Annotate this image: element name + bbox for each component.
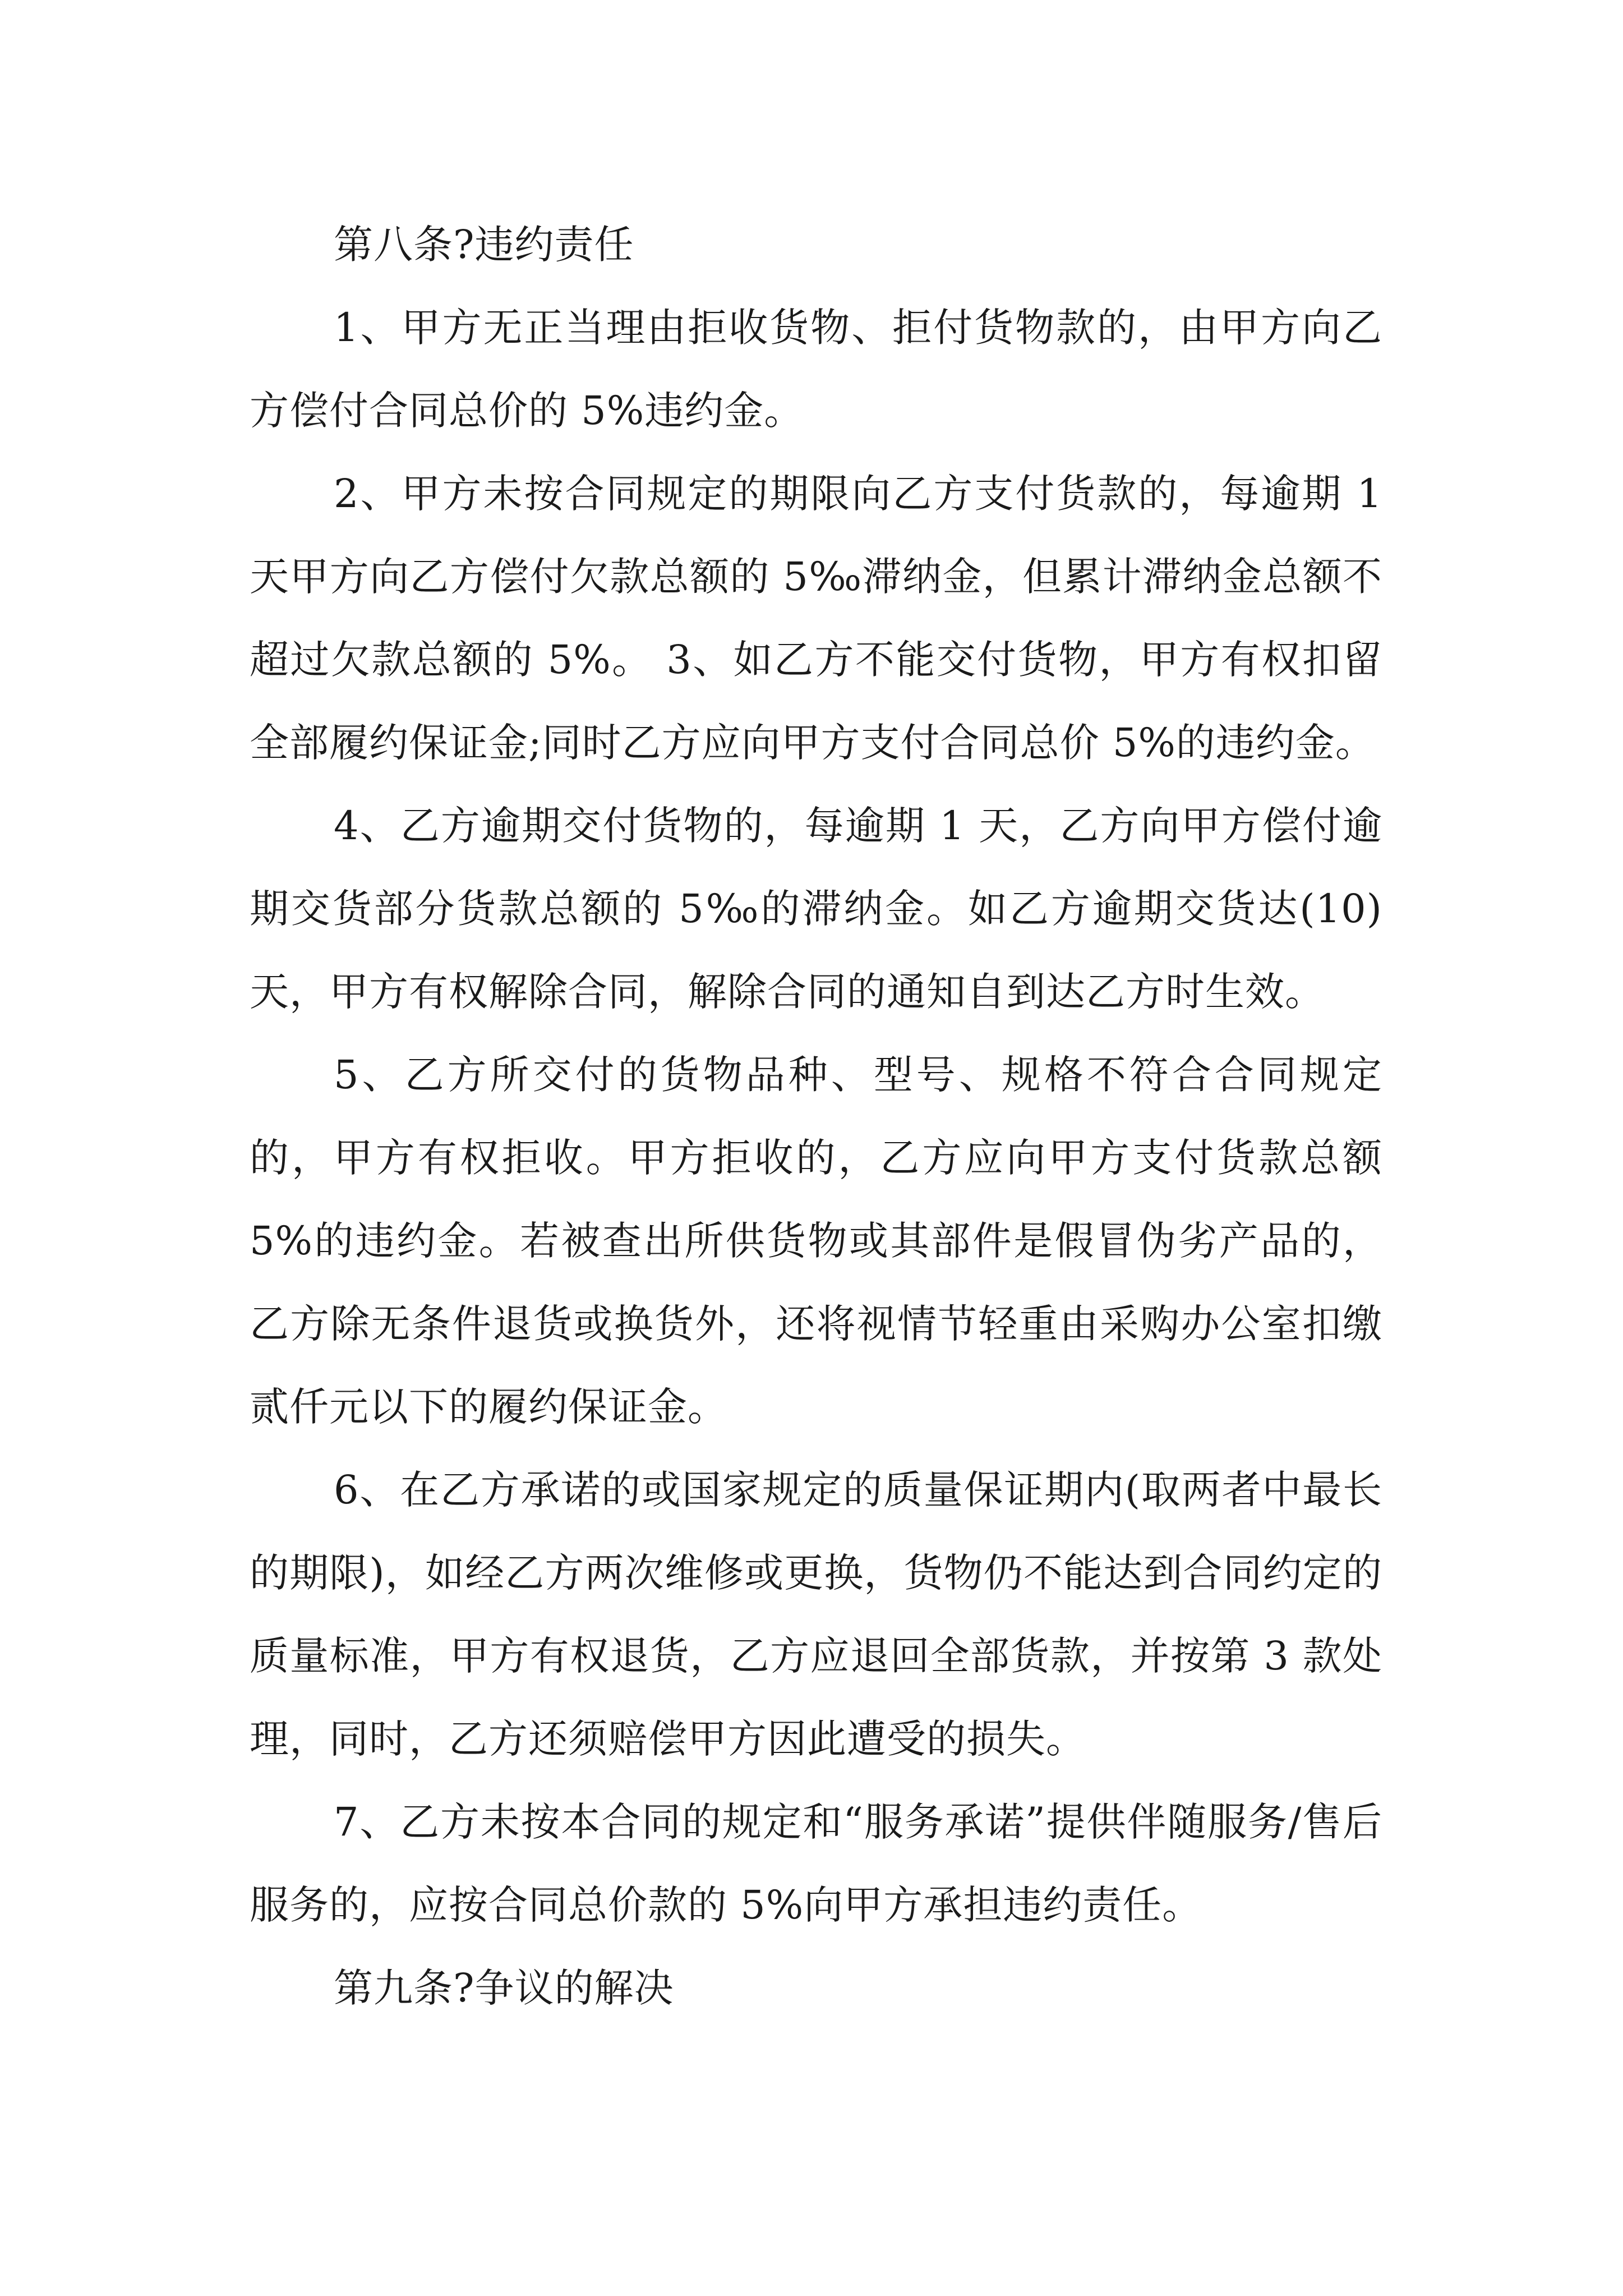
clause-5-paragraph: 5、乙方所交付的货物品种、型号、规格不符合合同规定的，甲方有权拒收。甲方拒收的，乙方应向甲方支付货款总额 5%的违约金。若被查出所供货物或其部件是假冒伪劣产品的，乙方除无条件退货或换货外，还将视情节轻重由采购办公室扣缴贰仟元以下的履约保证金。 — [250, 1052, 1382, 1430]
document-body — [250, 203, 1382, 2030]
clause-1-paragraph: 1、甲方无正当理由拒收货物、拒付货物款的，由甲方向乙方偿付合同总价的 5%违约金。 — [250, 305, 1382, 434]
clause-4-paragraph: 4、乙方逾期交付货物的，每逾期 1 天，乙方向甲方偿付逾期交货部分货款总额的 5‰的滞纳金。如乙方逾期交货达(10)天，甲方有权解除合同，解除合同的通知自到达乙方时生效。 — [250, 803, 1382, 1015]
clause-2-3-paragraph: 2、甲方未按合同规定的期限向乙方支付货款的，每逾期 1 天甲方向乙方偿付欠款总额的 5‰滞纳金，但累计滞纳金总额不超过欠款总额的 5%。 3、如乙方不能交付货物，甲方有权扣留全部履约保证金;同时乙方应向甲方支付合同总价 5%的违约金。 — [250, 471, 1382, 766]
article-9-heading: 第九条?争议的解决 — [334, 1965, 674, 2011]
article-8-heading: 第八条?违约责任 — [334, 222, 634, 268]
clause-7-paragraph: 7、乙方未按本合同的规定和“服务承诺”提供伴随服务/售后服务的，应按合同总价款的 5%向甲方承担违约责任。 — [250, 1799, 1382, 1928]
clause-6-paragraph: 6、在乙方承诺的或国家规定的质量保证期内(取两者中最长的期限)，如经乙方两次维修或更换，货物仍不能达到合同约定的质量标准，甲方有权退货，乙方应退回全部货款，并按第 3 款处理，同时，乙方还须赔偿甲方因此遭受的损失。 — [250, 1467, 1382, 1762]
